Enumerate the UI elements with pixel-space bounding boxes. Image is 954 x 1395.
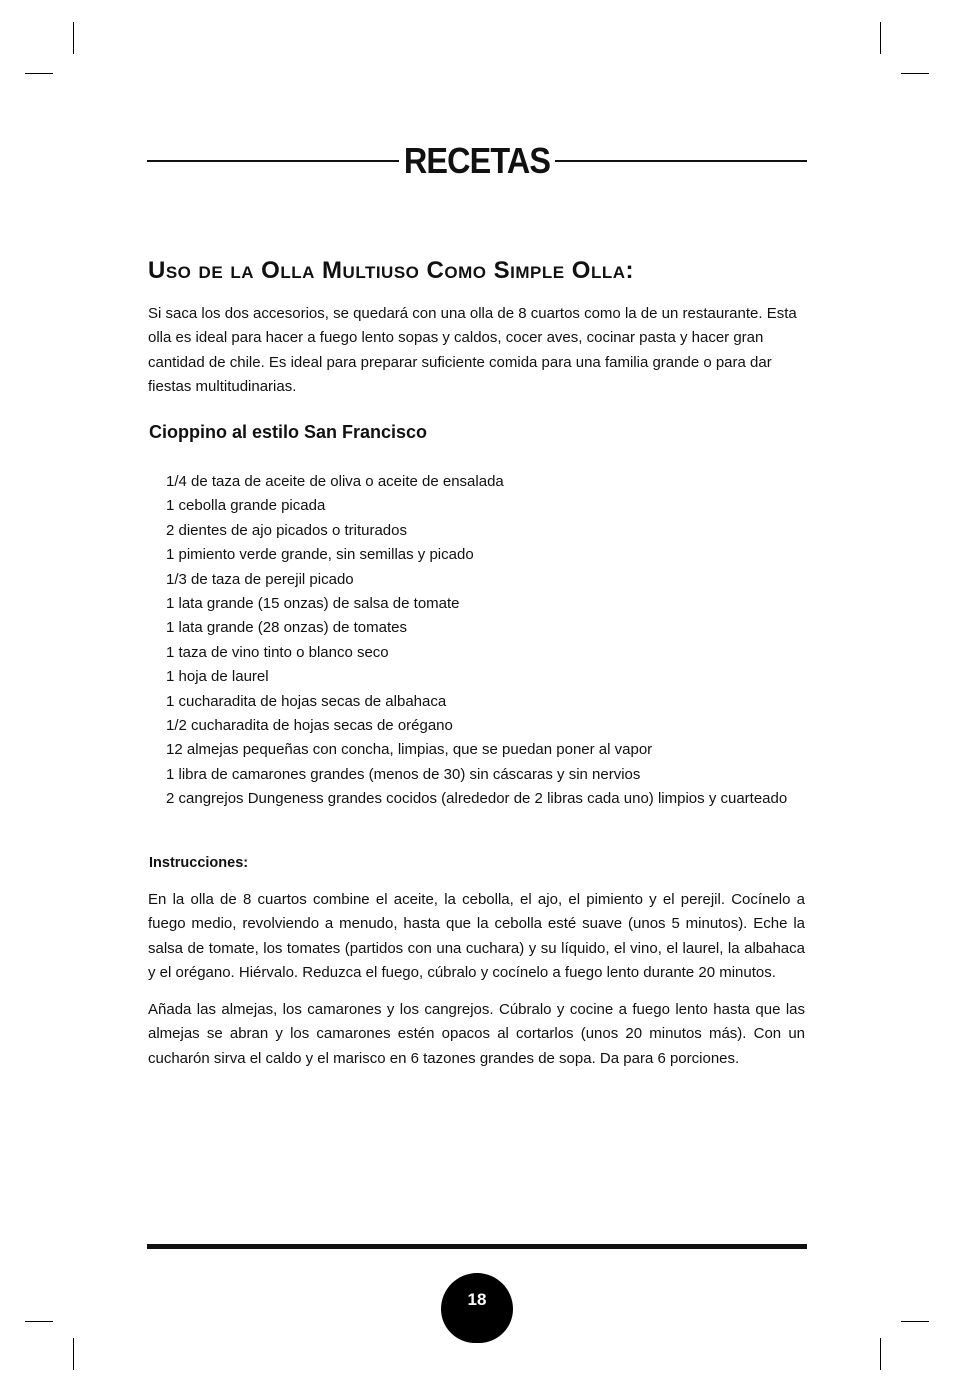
page-number-badge bbox=[441, 1273, 513, 1343]
ingredient-item: 1/4 de taza de aceite de oliva o aceite de ensalada bbox=[166, 473, 504, 490]
ingredient-item: 1 cucharadita de hojas secas de albahaca bbox=[166, 692, 447, 710]
instructions-label: Instrucciones: bbox=[149, 855, 249, 871]
ingredient-item: 1 taza de vino tinto o blanco seco bbox=[166, 643, 389, 661]
instructions-paragraph: Añada las almejas, los camarones y los cangrejos. Cúbralo y cocine a fuego lento hasta que las almejas se abran y los camarones estén opacos al cortarlos (unos 20 minutos más). Con un cucharón sirva el caldo y el marisco en 6 tazones grandes de sopa. Da para 6 porciones. bbox=[148, 1001, 805, 1067]
crop-mark-top-right bbox=[880, 22, 881, 54]
ingredient-item: 1 hoja de laurel bbox=[166, 668, 269, 686]
ingredient-item: 12 almejas pequeñas con concha, limpias, que se puedan poner al vapor bbox=[166, 741, 653, 759]
footer-rule bbox=[147, 1244, 807, 1249]
ingredient-item: 2 dientes de ajo picados o triturados bbox=[166, 521, 407, 539]
ingredient-item: 2 cangrejos Dungeness grandes cocidos (alrededor de 2 libras cada uno) limpios y cuarteado bbox=[166, 790, 788, 808]
ingredient-item: 1/2 cucharadita de hojas secas de orégano bbox=[166, 717, 453, 735]
page-number: 18 bbox=[467, 1290, 487, 1309]
intro-paragraph: Si saca los dos accesorios, se quedará con una olla de 8 cuartos como la de un restaurante. Esta olla es ideal para hacer a fuego lento sopas y caldos, cocer aves, cocinar pasta y hacer gran cantidad de chile. Es ideal para preparar suficiente comida para una familia grande o para dar fiestas multitudinarias. bbox=[148, 305, 797, 395]
crop-mark-bottom-right bbox=[901, 1321, 929, 1322]
ingredient-item: 1 cebolla grande picada bbox=[166, 497, 326, 515]
crop-mark-bottom-right bbox=[880, 1338, 881, 1370]
ingredient-item: 1 lata grande (15 onzas) de salsa de tomate bbox=[166, 595, 460, 613]
ingredient-list bbox=[166, 470, 787, 812]
ingredient-item: 1 pimiento verde grande, sin semillas y picado bbox=[166, 546, 474, 564]
crop-mark-top-right bbox=[901, 73, 929, 74]
crop-mark-bottom-left bbox=[73, 1338, 74, 1370]
page-header bbox=[147, 138, 807, 186]
ingredient-item: 1 libra de camarones grandes (menos de 30) sin cáscaras y sin nervios bbox=[166, 765, 641, 783]
ingredient-item: 1/3 de taza de perejil picado bbox=[166, 570, 354, 588]
crop-mark-top-left bbox=[25, 73, 53, 74]
crop-mark-bottom-left bbox=[25, 1321, 53, 1322]
recipe-title: Cioppino al estilo San Francisco bbox=[149, 422, 428, 442]
ingredient-item: 1 lata grande (28 onzas) de tomates bbox=[166, 619, 407, 637]
crop-mark-top-left bbox=[73, 22, 74, 54]
page-title: RECETAS bbox=[403, 140, 551, 181]
instructions-paragraph: En la olla de 8 cuartos combine el aceite, la cebolla, el ajo, el pimiento y el perejil. Cocínelo a fuego medio, revolviendo a menudo, hasta que la cebolla esté suave (unos 5 minutos). Eche la salsa de tomate, los tomates (partidos con una cuchara) y su líquido, el vino, el laurel, la albahaca y el orégano. Hiérvalo. Reduzca el fuego, cúbralo y cocínelo a fuego lento durante 20 minutos. bbox=[148, 891, 805, 981]
header-rule-right bbox=[555, 160, 807, 162]
section-heading: Uso de la Olla Multiuso Como Simple Olla: bbox=[148, 257, 634, 284]
